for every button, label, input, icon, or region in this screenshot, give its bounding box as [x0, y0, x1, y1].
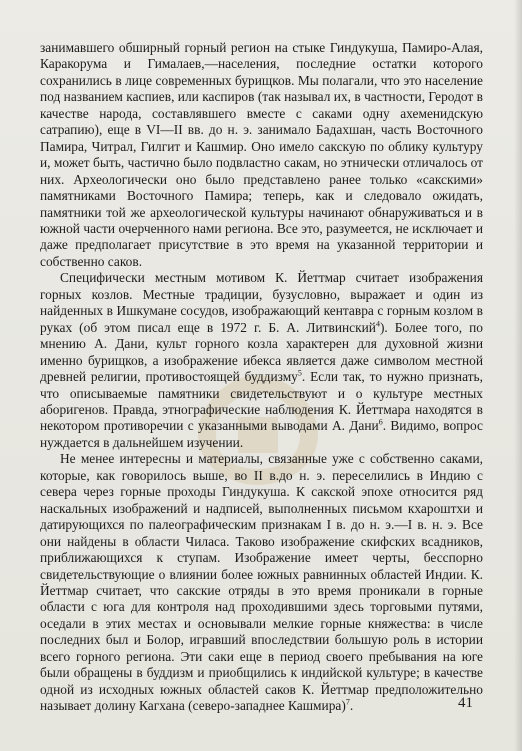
footnote-ref-5: 5 [297, 368, 302, 378]
paragraph-2-text-c: . Если так, то нужно признать, что описываемые памятники свидетельствуют и о культуре местных аборигенов. Правда, этнографические наблюдения К. Йеттмара находятся в некотором противоречии с указанными выводами А. Дани [40, 369, 483, 434]
footnote-ref-4: 4 [375, 319, 380, 329]
paragraph-3-end: . [349, 698, 354, 714]
footnote-ref-7: 7 [345, 697, 350, 707]
paragraph-1-text: занимавшего обширный горный регион на стыке Гиндукуша, Памиро-Алая, Каракорума и Гималаев,—населения, последние остатки которого сохранились в лице современных бурищков. Мы полагали, что это население под названием каспиев, или каспиров (так называл их, в частности, Геродот в качестве народа, составлявшего вместе с саками одну ахеменидскую сатрапию), еще в VI—II вв. до н. э. занимало Бадахшан, часть Восточного Памира, Читрал, Гилгит и Кашмир. Оно имело сакскую по облику культуру и, может быть, частично было подвластно сакам, но этнически отличалось от них. Археологически оно было представлено ранее только «сакскими» памятниками Восточного Памира; теперь, как и следовало ожидать, памятники той же археологической культуры начинают обнаруживаться и в южной части очерченного нами региона. Все это, разумеется, не исключает и даже предполагает присутствие в это время на указанной территории и собственно саков. [40, 40, 483, 269]
paragraph-1 [40, 40, 483, 270]
paragraph-2-text-d: . Видимо, вопрос нуждается в дальнейшем изучении. [40, 418, 483, 450]
main-text [40, 40, 483, 715]
paragraph-2-text-a: Специфически местным мотивом К. Йеттмар считает изображения горных козлов. Местные традиции, бузусловно, выражает и один из найденных в Ишкумане сосудов, изображающий кентавра с горным козлом в руках (об этом писал еще в 1972 г. Б. А. Литвинский [40, 270, 483, 335]
footnote-ref-6: 6 [378, 417, 383, 427]
binding-shadow [514, 0, 522, 751]
page-number: 41 [458, 695, 473, 711]
paragraph-3-text: Не менее интересны и материалы, связанные уже с собственно саками, которые, как говорилось выше, во II в.до н. э. переселились в Индию с севера через горные проходы Гиндукуша. К сакской эпохе относится ряд наскальных изображений и надписей, выполненных письмом кхароштхи и датирующихся по палеографическим признакам I в. до н. э.—I в. н. э. Все они найдены в области Чиласа. Таково изображение скифских всадников, приближающихся к ступам. Изображение имеет черты, бесспорно свидетельствующие о влиянии более южных равнинных областей Индии. К. Йеттмар считает, что сакские отряды в это время проникали в горные области с юга для контроля над проходившими здесь торговыми путями, оседали в этих местах и основывали мелкие горные княжества: в числе последних был и Болор, игравший впоследствии большую роль в истории всего горного региона. Эти саки еще в период своего пребывания на юге были обращены в буддизм и приобщились к индийской культуре; в качестве одной из исходных южных областей саков К. Йеттмар предположительно называет долину Кагхана (северо-западнее Кашмира) [40, 451, 483, 714]
paragraph-3 [40, 451, 483, 714]
paragraph-2 [40, 270, 483, 451]
paragraph-2-text-b: ). Более того, по мнению А. Дани, культ горного козла характерен для духовной жизни именно бурищков, а изображение ибекса является даже символом местной древней религии, противостоящей буддизму [40, 319, 483, 385]
